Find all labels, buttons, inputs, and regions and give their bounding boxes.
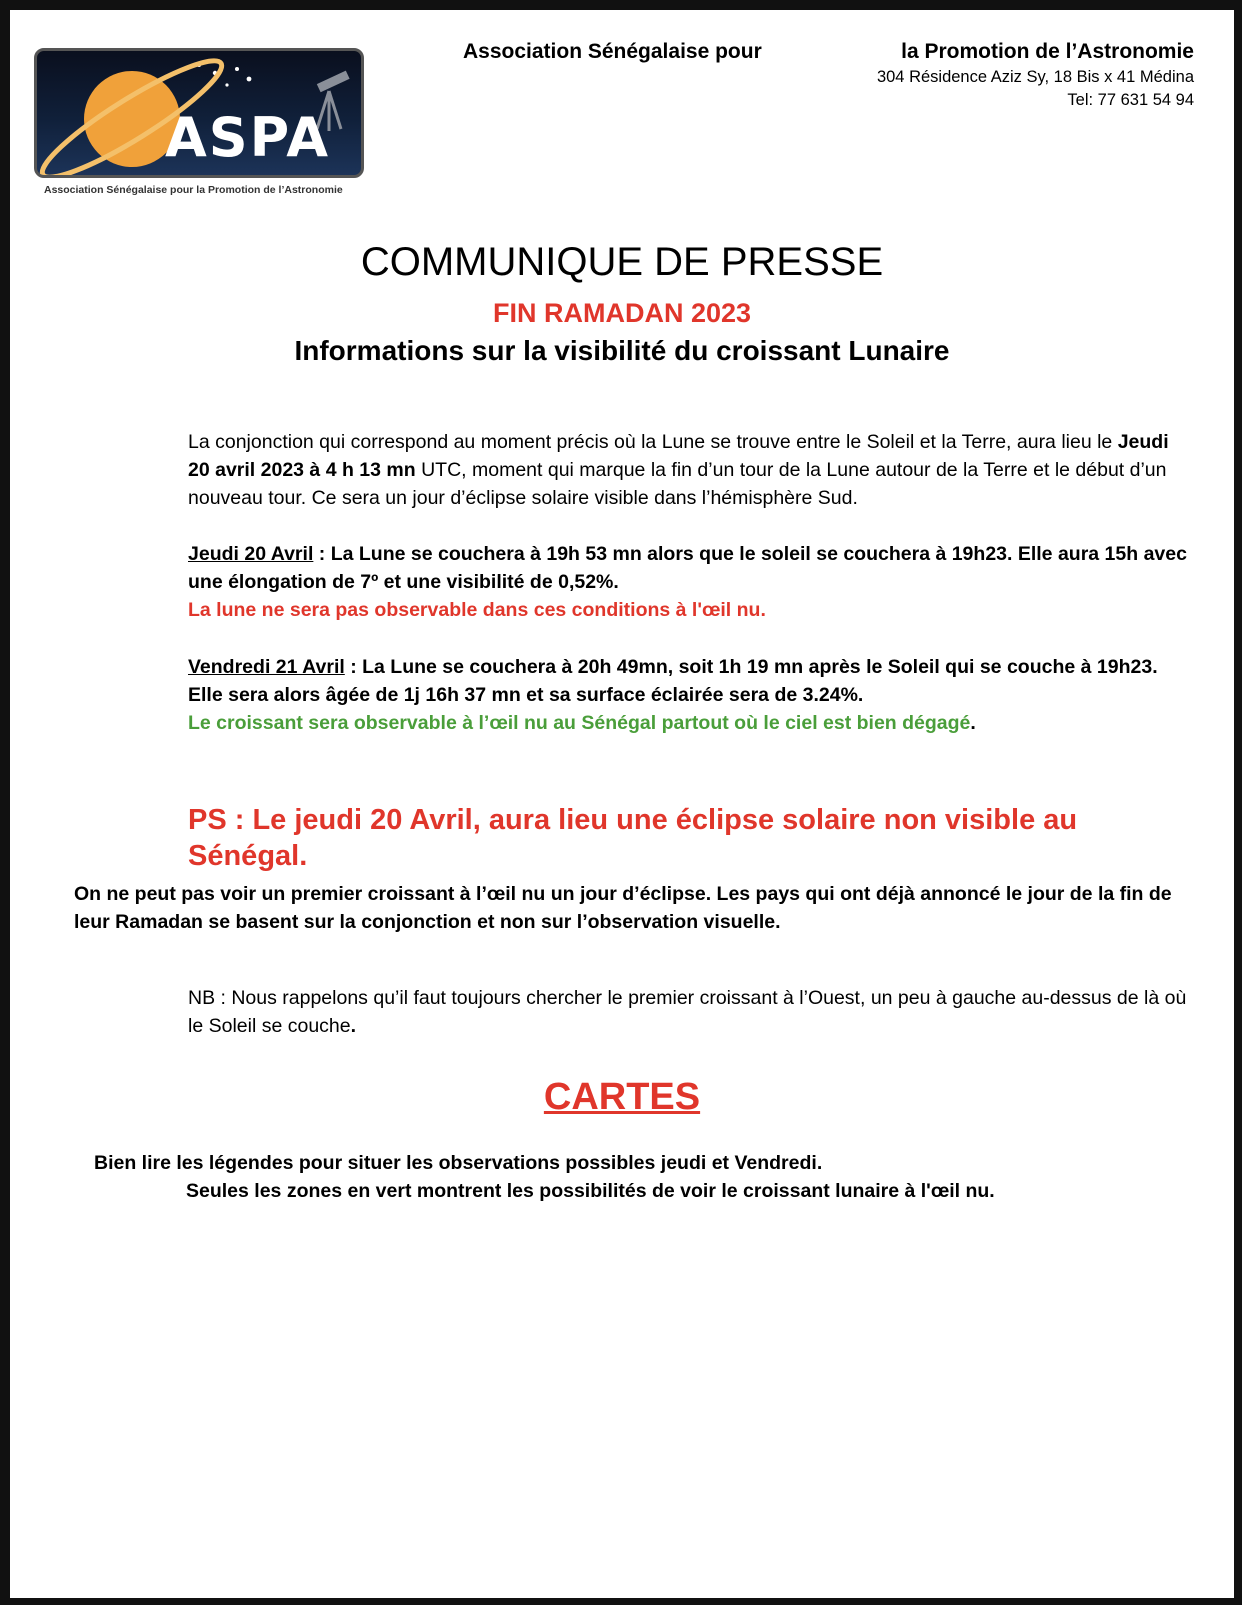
nb-end: .	[350, 1015, 357, 1037]
vendredi-text: : La Lune se couchera à 20h 49mn, soit 1h 19 mn après le Soleil qui se couche à 19h23. Elle sera alors âgée de 1j 16h 37 mn et sa surface éclairée sera de 3.24%.	[188, 656, 1158, 706]
star-icon	[235, 67, 239, 71]
page-heading: Informations sur la visibilité du croissant Lunaire	[294, 335, 950, 366]
conjunction-text-start: La conjonction qui correspond au moment précis où la Lune se trouve entre le Soleil et la Terre, aura lieu le	[188, 431, 1118, 453]
jeudi-paragraph	[188, 540, 1188, 624]
logo-caption: Association Sénégalaise pour la Promotion de l’Astronomie	[44, 184, 343, 196]
conjunction-date: Jeudi 20 avril 2023 à 4 h 13 mn	[188, 431, 1169, 481]
jeudi-text: : La Lune se couchera à 19h 53 mn alors que le soleil se couchera à 19h23. Elle aura 15h avec une élongation de 7º et une visibilité de 0,52%.	[188, 543, 1187, 593]
aspa-logo	[34, 48, 364, 178]
org-telephone: Tel: 77 631 54 94	[1067, 91, 1194, 109]
org-name-left: Association Sénégalaise pour	[463, 40, 762, 63]
vendredi-label: Vendredi 21 Avril	[188, 656, 345, 678]
cartes-heading: CARTES	[543, 1076, 701, 1118]
page-subtitle: FIN RAMADAN 2023	[492, 298, 752, 328]
eclipse-explanation: On ne peut pas voir un premier croissant à l’œil nu un jour d’éclipse. Les pays qui ont déjà annoncé le jour de la fin de leur Ramadan se basent sur la conjonction et non sur l’observation visuelle.	[74, 883, 1172, 933]
nb-text: NB : Nous rappelons qu’il faut toujours chercher le premier croissant à l’Ouest, un peu à gauche au-dessus de là où le Soleil se couche	[188, 987, 1187, 1037]
vendredi-note: Le croissant sera observable à l’œil nu au Sénégal partout où le ciel est bien dégagé	[188, 712, 971, 734]
star-icon	[225, 83, 228, 86]
logo-wordmark: ASPA	[165, 106, 331, 169]
org-address: 304 Résidence Aziz Sy, 18 Bis x 41 Médina	[876, 68, 1194, 86]
jeudi-note: La lune ne sera pas observable dans ces conditions à l'œil nu.	[188, 599, 766, 621]
document-page	[10, 10, 1234, 1598]
page-title: COMMUNIQUE DE PRESSE	[360, 240, 884, 284]
cartes-legend-line-1: Bien lire les légendes pour situer les observations possibles jeudi et Vendredi.	[94, 1152, 823, 1174]
vendredi-note-end: .	[970, 712, 976, 734]
nb-paragraph	[188, 984, 1188, 1040]
ps-eclipse-notice: PS : Le jeudi 20 Avril, aura lieu une éclipse solaire non visible au Sénégal.	[188, 804, 1078, 872]
vendredi-paragraph	[188, 653, 1188, 737]
star-icon	[247, 77, 252, 82]
jeudi-label: Jeudi 20 Avril	[188, 543, 314, 565]
cartes-legend-line-2: Seules les zones en vert montrent les possibilités de voir le croissant lunaire à l'œil nu.	[186, 1180, 995, 1202]
conjunction-text-end: UTC, moment qui marque la fin d’un tour de la Lune autour de la Terre et le début d’un nouveau tour. Ce sera un jour d’éclipse solaire visible dans l’hémisphère Sud.	[188, 459, 1167, 509]
conjunction-paragraph	[188, 428, 1188, 512]
org-name-right: la Promotion de l’Astronomie	[901, 40, 1194, 63]
